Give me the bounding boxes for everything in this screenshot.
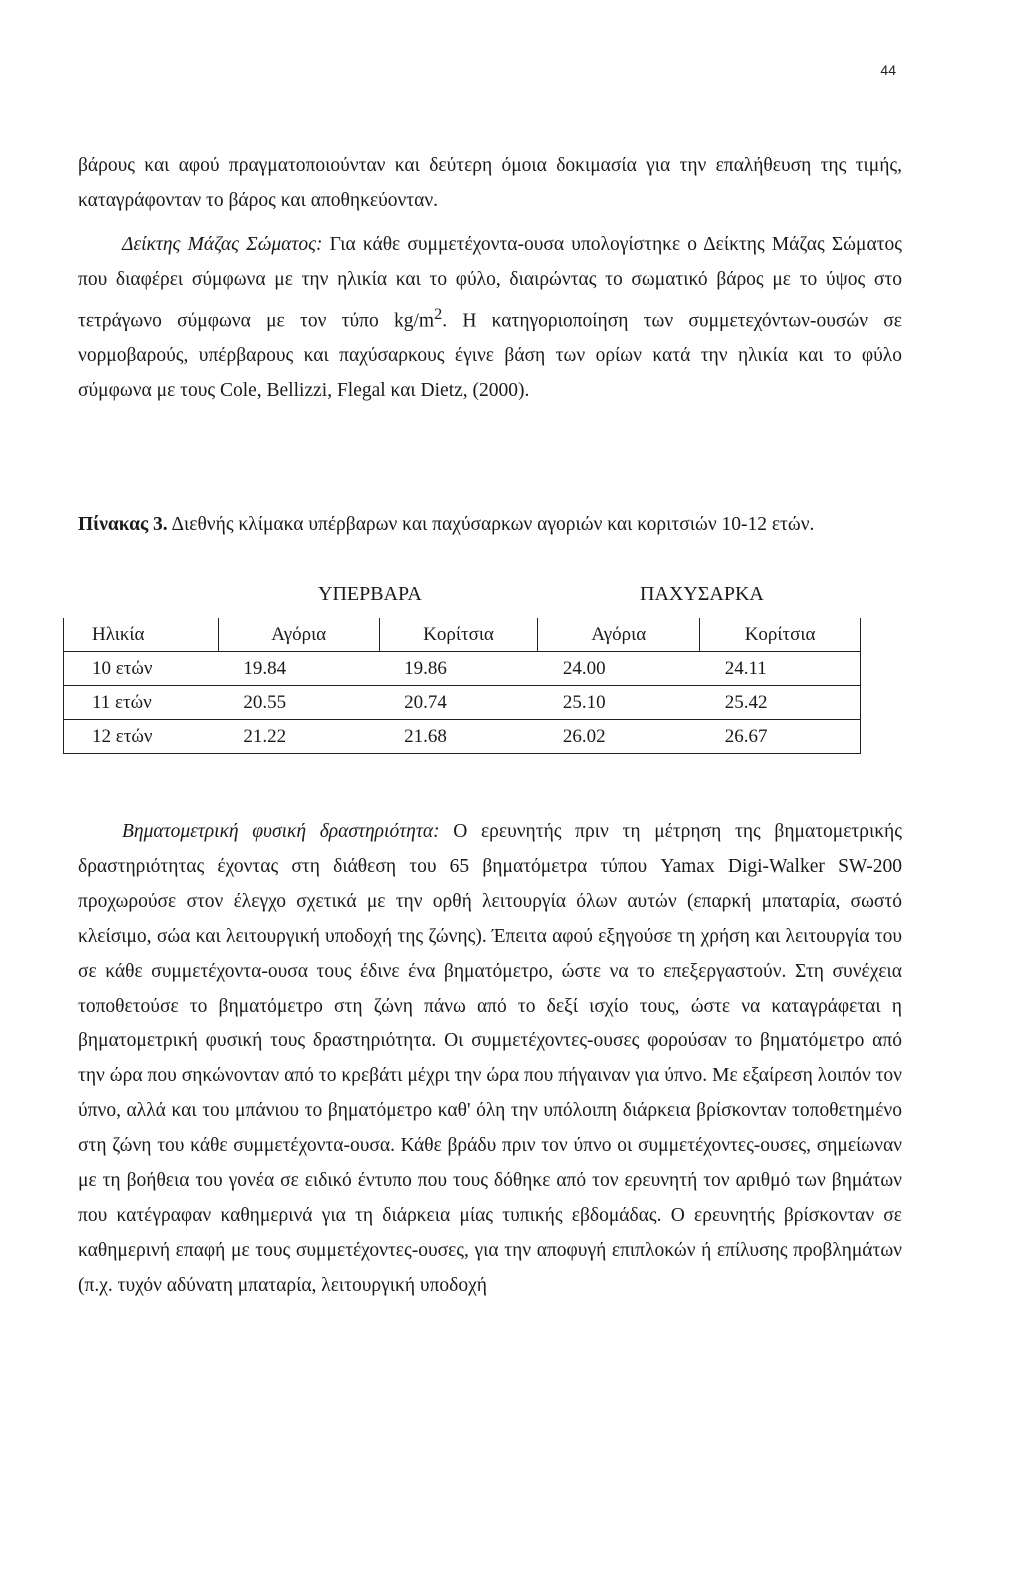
cell-age: 12 ετών [64, 720, 219, 754]
table-row [64, 652, 861, 686]
header-age: Ηλικία [64, 618, 219, 652]
cell-value: 21.22 [218, 720, 379, 754]
table-caption-label: Πίνακας 3. [78, 514, 168, 535]
cell-value: 25.42 [700, 686, 861, 720]
table-header-row [64, 618, 861, 652]
cell-value: 19.86 [379, 652, 538, 686]
cell-value: 25.10 [538, 686, 700, 720]
cell-value: 19.84 [218, 652, 379, 686]
cell-value: 26.02 [538, 720, 700, 754]
pedometer-text-container [78, 815, 902, 1304]
header-boys-obese: Αγόρια [538, 618, 700, 652]
bmi-text-after: . Η κατηγοριοποίηση των συμμετεχόντων-ουσών σε νορμοβαρούς, υπέρβαρους και παχύσαρκους έγινε βάση των ορίων κατά την ηλικία και το φύλο σύμφωνα με τους Cole, Bellizzi, Flegal και Dietz, (2000). [78, 310, 902, 401]
cell-age: 11 ετών [64, 686, 219, 720]
pedometer-paragraph [78, 815, 902, 1304]
header-girls-overweight: Κορίτσια [379, 618, 538, 652]
cell-value: 20.55 [218, 686, 379, 720]
cell-value: 26.67 [700, 720, 861, 754]
cell-value: 24.11 [700, 652, 861, 686]
intro-text: βάρους και αφού πραγματοποιούνταν και δεύτερη όμοια δοκιμασία για την επαλήθευση της τιμής, καταγράφονταν το βάρος και αποθηκεύονταν. [78, 155, 902, 211]
cell-value: 21.68 [379, 720, 538, 754]
bmi-superscript: 2 [434, 305, 443, 323]
table-caption [78, 500, 908, 550]
table-row [64, 686, 861, 720]
group-header-overweight: ΥΠΕΡΒΑΡΑ [318, 583, 422, 605]
bmi-paragraph [78, 228, 902, 408]
pedometer-heading: Βηματομετρική φυσική δραστηριότητα: [122, 821, 440, 842]
bmi-text-container [78, 228, 902, 408]
table-caption-text: Διεθνής κλίμακα υπέρβαρων και παχύσαρκων αγοριών και κοριτσιών 10-12 ετών. [167, 514, 815, 535]
bmi-heading: Δείκτης Μάζας Σώματος: [122, 234, 323, 255]
page-number: 44 [880, 62, 896, 78]
pedometer-text: Ο ερευνητής πριν τη μέτρηση της βηματομετρικής δραστηριότητας έχοντας στη διάθεση του 65 βηματόμετρα τύπου Yamax Digi-Walker SW-200 προχωρούσε στον έλεγχο σχετικά με την ορθή λειτουργία όλων αυτών (επαρκή μπαταρία, σωστό κλείσιμο, σώα και λειτουργική υποδοχή της ζώνης). Έπειτα αφού εξηγούσε τη χρήση και λειτουργία του σε κάθε συμμετέχοντα-ουσα τους έδινε ένα βηματόμετρο, ώστε να το επεξεργαστούν. Στη συνέχεια τοποθετούσε το βηματόμετρο στη ζώνη πάνω από το δεξί ισχίο τους, ώστε να καταγράφεται η βηματομετρική φυσική τους δραστηριότητα. Οι συμμετέχοντες-ουσες φορούσαν το βηματόμετρο από την ώρα που σηκώνονταν από το κρεβάτι μέχρι την ώρα που πήγαιναν για ύπνο. Με εξαίρεση λοιπόν τον ύπνο, αλλά και του μπάνιου το βηματόμετρο καθ' όλη την υπόλοιπη διάρκεια βρίσκονταν τοποθετημένο στη ζώνη του κάθε συμμετέχοντα-ουσα. Κάθε βράδυ πριν τον ύπνο οι συμμετέχοντες-ουσες, σημείωναν με τη βοήθεια του γονέα σε ειδικό έντυπο που τους δόθηκε από τον ερευνητή τον αριθμό των βημάτων που κατέγραφαν καθημερινά για τη διάρκεια μίας τυπικής εβδομάδας. Ο ερευνητής βρίσκονταν σε καθημερινή επαφή με τους συμμετέχοντες-ουσες, για την αποφυγή επιπλοκών ή επίλυσης προβλημάτων (π.χ. τυχόν αδύνατη μπαταρία, λειτουργική υποδοχή [78, 821, 902, 1296]
cell-age: 10 ετών [64, 652, 219, 686]
bmi-text-before: Για κάθε συμμετέχοντα-ουσα υπολογίστηκε ο Δείκτης Μάζας Σώματος που διαφέρει σύμφωνα με την ηλικία και το φύλο, διαιρώντας το σωματικό βάρος με το ύψος στο τετράγωνο σύμφωνα με τον τύπο kg/m [78, 234, 902, 332]
header-girls-obese: Κορίτσια [700, 618, 861, 652]
cell-value: 20.74 [379, 686, 538, 720]
group-header-obese: ΠΑΧΥΣΑΡΚΑ [640, 583, 764, 605]
intro-paragraph [78, 149, 902, 218]
header-boys-overweight: Αγόρια [218, 618, 379, 652]
bmi-cutoff-table [63, 618, 861, 754]
table-row [64, 720, 861, 754]
cell-value: 24.00 [538, 652, 700, 686]
